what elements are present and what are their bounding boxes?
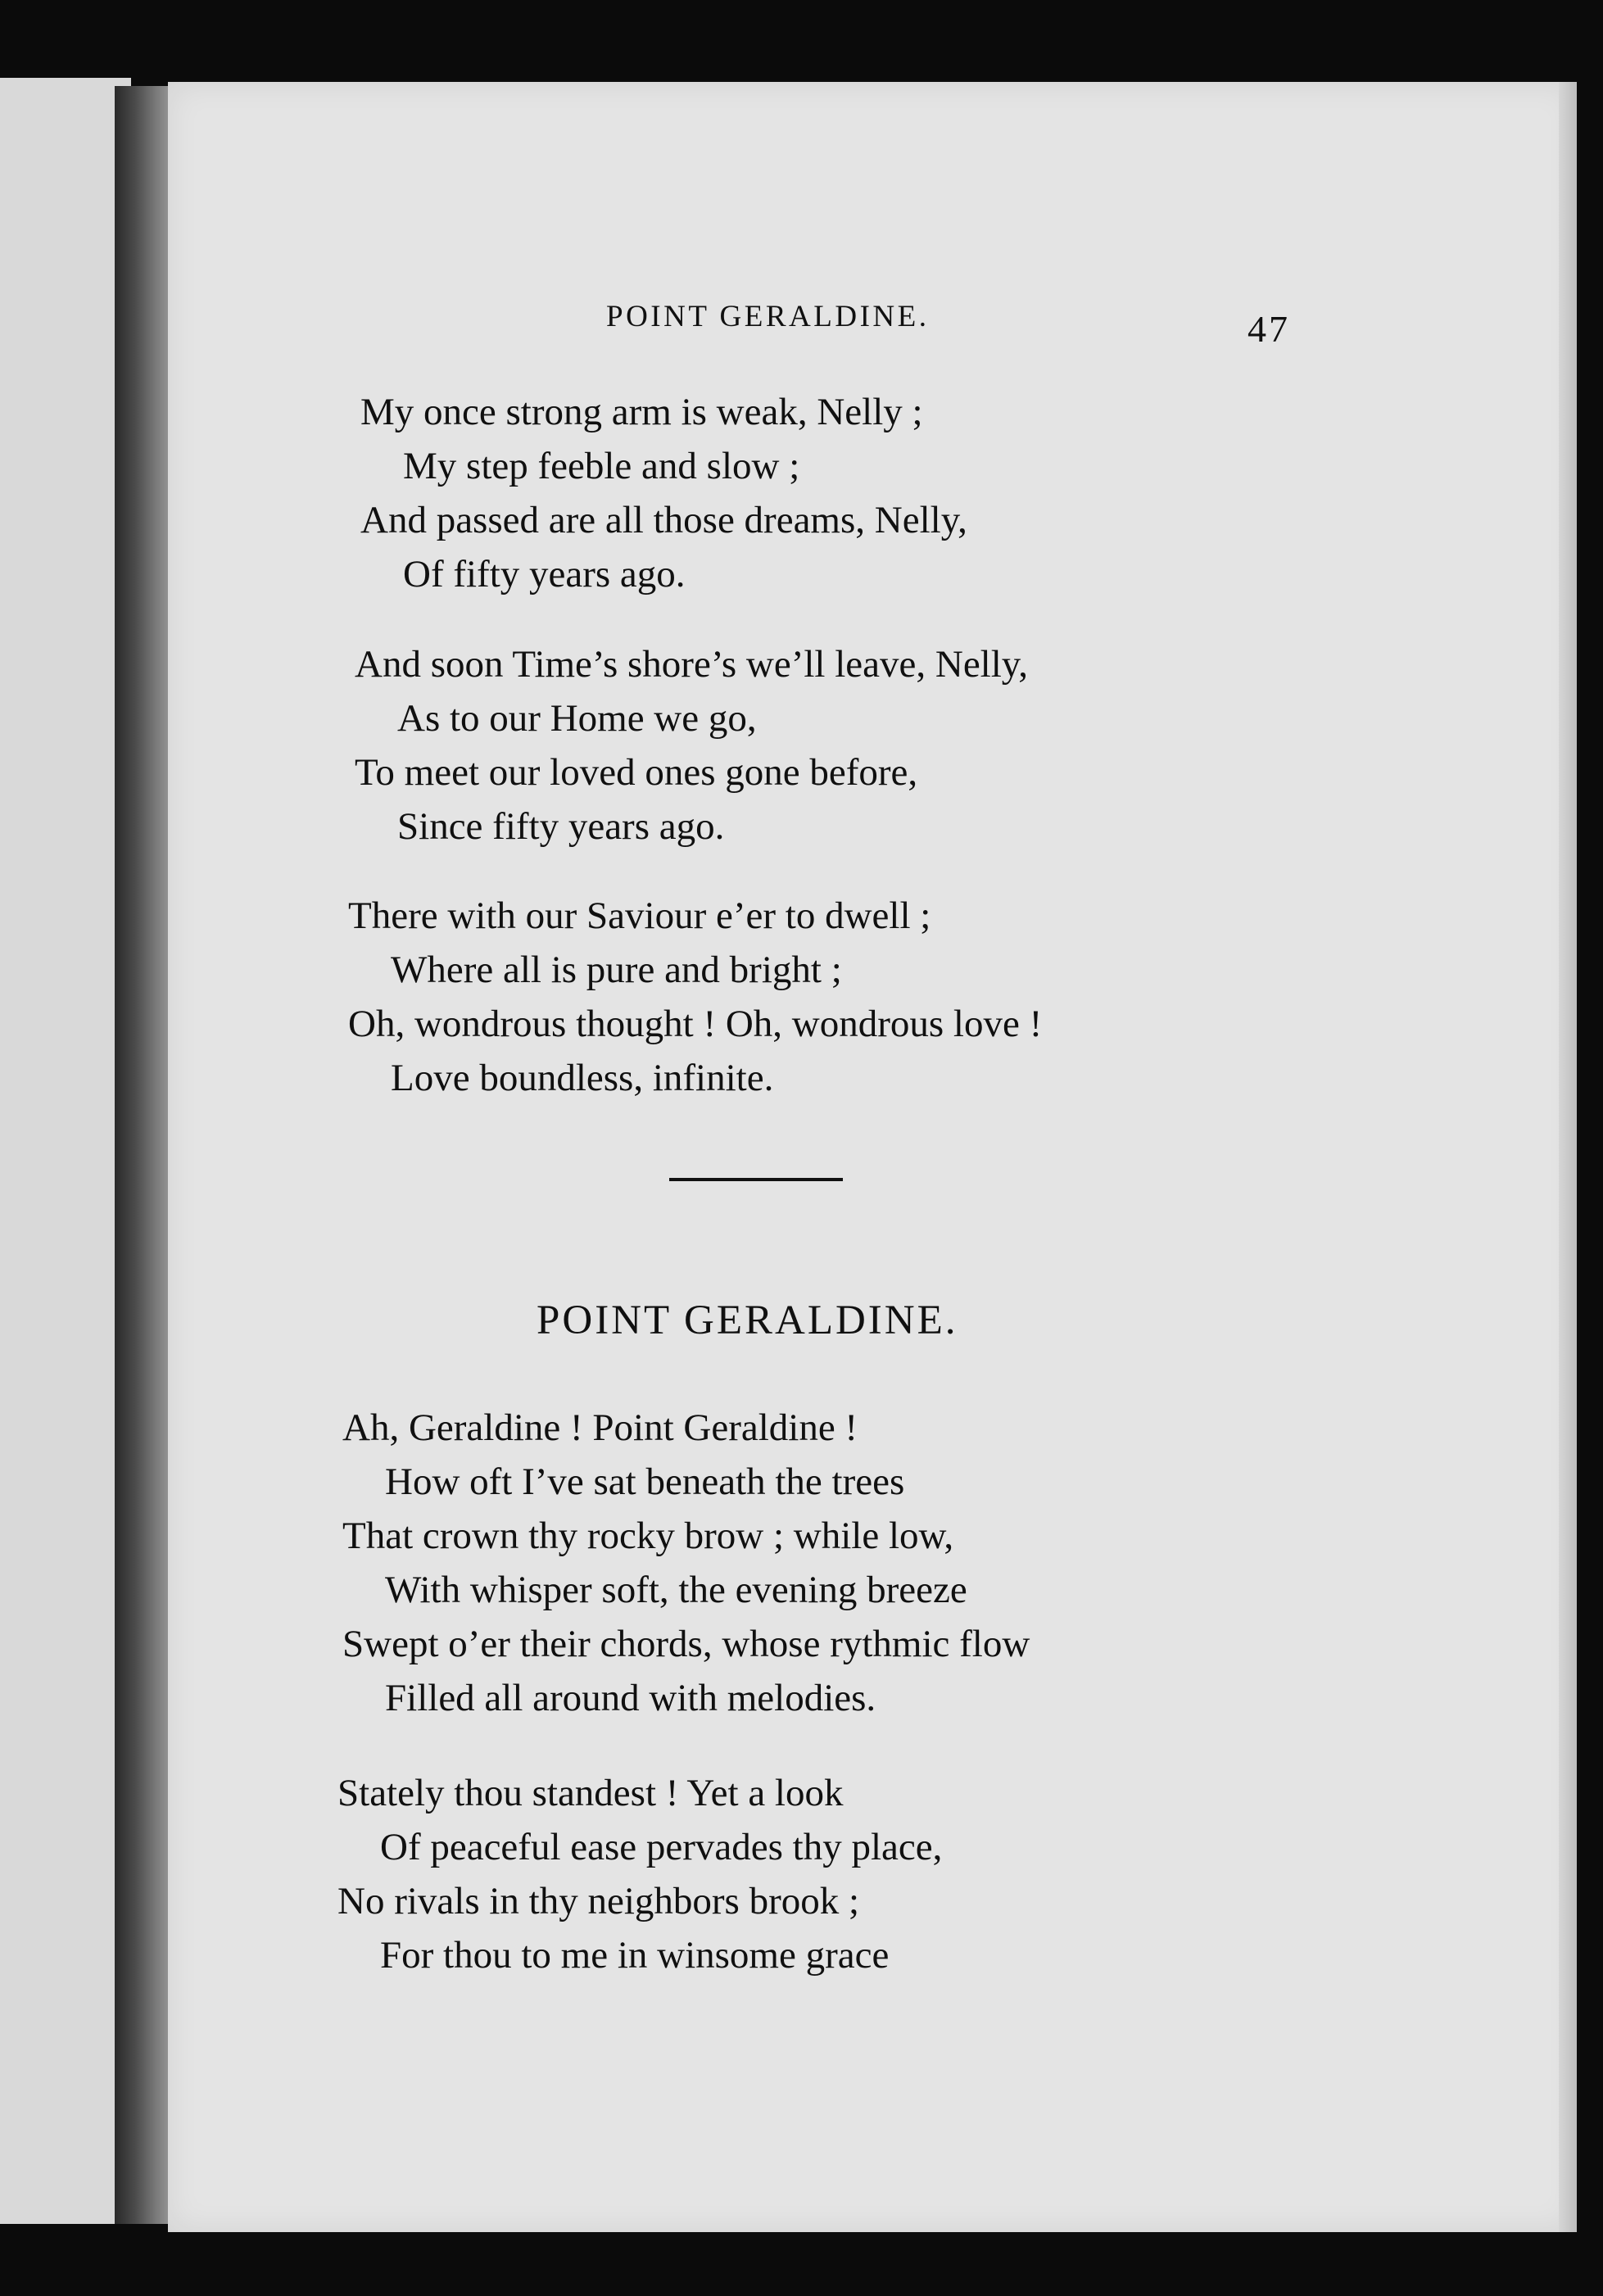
- page-number: 47: [1248, 308, 1290, 350]
- poem-line: Love boundless, infinite.: [391, 1057, 774, 1099]
- running-head-title: POINT GERALDINE.: [606, 300, 930, 333]
- book-gutter: [115, 86, 172, 2224]
- poem-line: My once strong arm is weak, Nelly ;: [360, 391, 923, 433]
- page-edge-shadow: [1559, 82, 1577, 2232]
- stanza-2: [337, 1766, 942, 1982]
- poem-line: And passed are all those dreams, Nelly,: [360, 499, 967, 541]
- poem-line: Ah, Geraldine ! Point Geraldine !: [342, 1406, 858, 1449]
- poem-line: Since fifty years ago.: [397, 805, 725, 848]
- poem-line: No rivals in thy neighbors brook ;: [337, 1880, 860, 1922]
- stanza-1: [360, 385, 967, 601]
- poem-line: Of fifty years ago.: [403, 553, 686, 596]
- book-page: [168, 82, 1577, 2232]
- poem-line: And soon Time’s shore’s we’ll leave, Nelly,: [355, 643, 1028, 686]
- poem-title: POINT GERALDINE.: [537, 1297, 958, 1343]
- poem-line: That crown thy rocky brow ; while low,: [342, 1515, 954, 1557]
- poem-line: To meet our loved ones gone before,: [355, 751, 918, 794]
- poem-line: Swept o’er their chords, whose rythmic flow: [342, 1623, 1030, 1665]
- poem-line: My step feeble and slow ;: [403, 445, 800, 487]
- poem-line: There with our Saviour e’er to dwell ;: [348, 894, 931, 937]
- stanza-1: [342, 1401, 1030, 1725]
- stanza-2: [355, 637, 1028, 854]
- stanza-3: [348, 889, 1042, 1105]
- poem-line: With whisper soft, the evening breeze: [385, 1569, 967, 1611]
- poem-line: Where all is pure and bright ;: [391, 949, 842, 991]
- section-divider: [669, 1178, 843, 1181]
- poem-line: For thou to me in winsome grace: [380, 1934, 890, 1977]
- facing-page-edge: [0, 78, 131, 2224]
- poem-line: Oh, wondrous thought ! Oh, wondrous love !: [348, 1003, 1043, 1045]
- poem-line: Of peaceful ease pervades thy place,: [380, 1826, 943, 1868]
- poem-line: Stately thou standest ! Yet a look: [337, 1772, 844, 1814]
- poem-line: As to our Home we go,: [397, 697, 757, 740]
- poem-line: How oft I’ve sat beneath the trees: [385, 1460, 905, 1503]
- poem-line: Filled all around with melodies.: [385, 1677, 876, 1719]
